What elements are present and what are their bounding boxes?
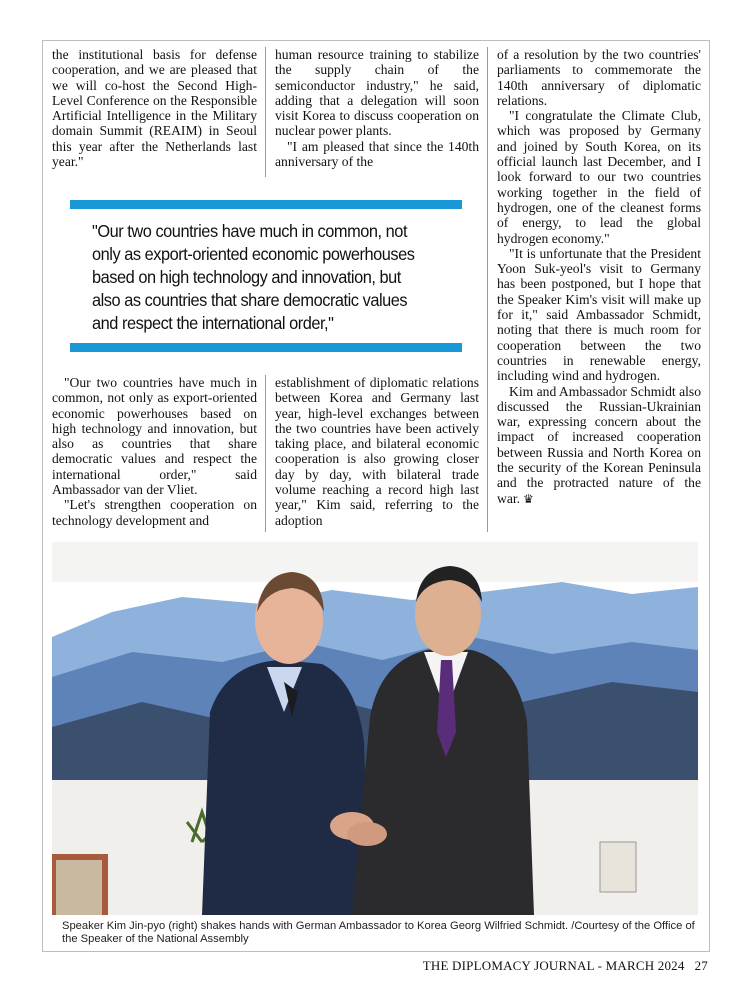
article-column-bottom-left (52, 375, 257, 535)
article-column-top-left (52, 47, 257, 182)
paragraph: "Let's strengthen cooperation on technology development and (52, 497, 257, 528)
handshake-photo-illustration (52, 542, 698, 915)
column-divider (487, 47, 488, 532)
article-photo (52, 542, 698, 915)
paragraph: "I congratulate the Climate Club, which was proposed by Germany and joined by South Korea, on its official launch last December, and I look forward to our two countries working together in the field of hydrogen, one of the cleanest forms of energy, to lead the global hydrogen economy." (497, 108, 701, 246)
paragraph: the institutional basis for defense cooperation, and we are pleased that we will co-host the Second High-Level Conference on the Responsible Artificial Intelligence in the Military domain Summit (REAIM) in Seoul this year after the Netherlands last year." (52, 47, 257, 170)
paragraph (497, 384, 701, 507)
page-number: 27 (694, 958, 708, 973)
end-mark-icon: ♛ (523, 491, 534, 506)
publication-name: THE DIPLOMACY JOURNAL - MARCH 2024 (422, 958, 685, 973)
paragraph: human resource training to stabilize the supply chain of the semiconductor industry," he said, adding that a delegation will soon visit Korea to discuss cooperation on nuclear power plants. (275, 47, 479, 139)
article-column-bottom-middle (275, 375, 479, 535)
pull-quote-top-bar (70, 200, 462, 209)
page-footer (423, 958, 708, 974)
photo-caption: Speaker Kim Jin-pyo (right) shakes hands with German Ambassador to Korea Georg Wilfried Schmidt. /Courtesy of the Office of the Speaker of the National Assembly (62, 920, 695, 945)
article-column-top-middle (275, 47, 479, 182)
paragraph: establishment of diplomatic relations between Korea and Germany last year, high-level exchanges between the two countries have been actively taking place, and bilateral economic cooperation is also growing closer day by day, with bilateral trade volume reaching a record high last year," Kim said, referring to the adoption (275, 375, 479, 528)
column-divider (265, 375, 266, 532)
paragraph-text: Kim and Ambassador Schmidt also discussed the Russian-Ukrainian war, expressing concern about the impact of increased cooperation between Russia and North Korea on the security of the Korean Peninsula and the protracted nature of the war. (497, 383, 701, 506)
paragraph: "Our two countries have much in common, not only as export-oriented economic powerhouses based on high technology and innovation, but also as countries that share democratic values and respect the international order," said Ambassador van der Vliet. (52, 375, 257, 498)
column-divider (265, 47, 266, 177)
pull-quote-bottom-bar (70, 343, 462, 352)
pull-quote: "Our two countries have much in common, not only as export-oriented economic powerhouses based on high technology and innovation, but also as countries that share democratic values and respect the international order," (92, 221, 415, 333)
paragraph: of a resolution by the two countries' parliaments to commemorate the 140th anniversary of diplomatic relations. (497, 47, 701, 108)
paragraph: "It is unfortunate that the President Yoon Suk-yeol's visit to Germany has been postponed, but I hope that the Speaker Kim's visit will make up for it," said Ambassador Schmidt, noting that there is much room for cooperation between the two countries in renewable energy, including wind and hydrogen. (497, 245, 701, 384)
article-column-right (497, 47, 701, 539)
paragraph: "I am pleased that since the 140th anniversary of the (275, 138, 479, 170)
